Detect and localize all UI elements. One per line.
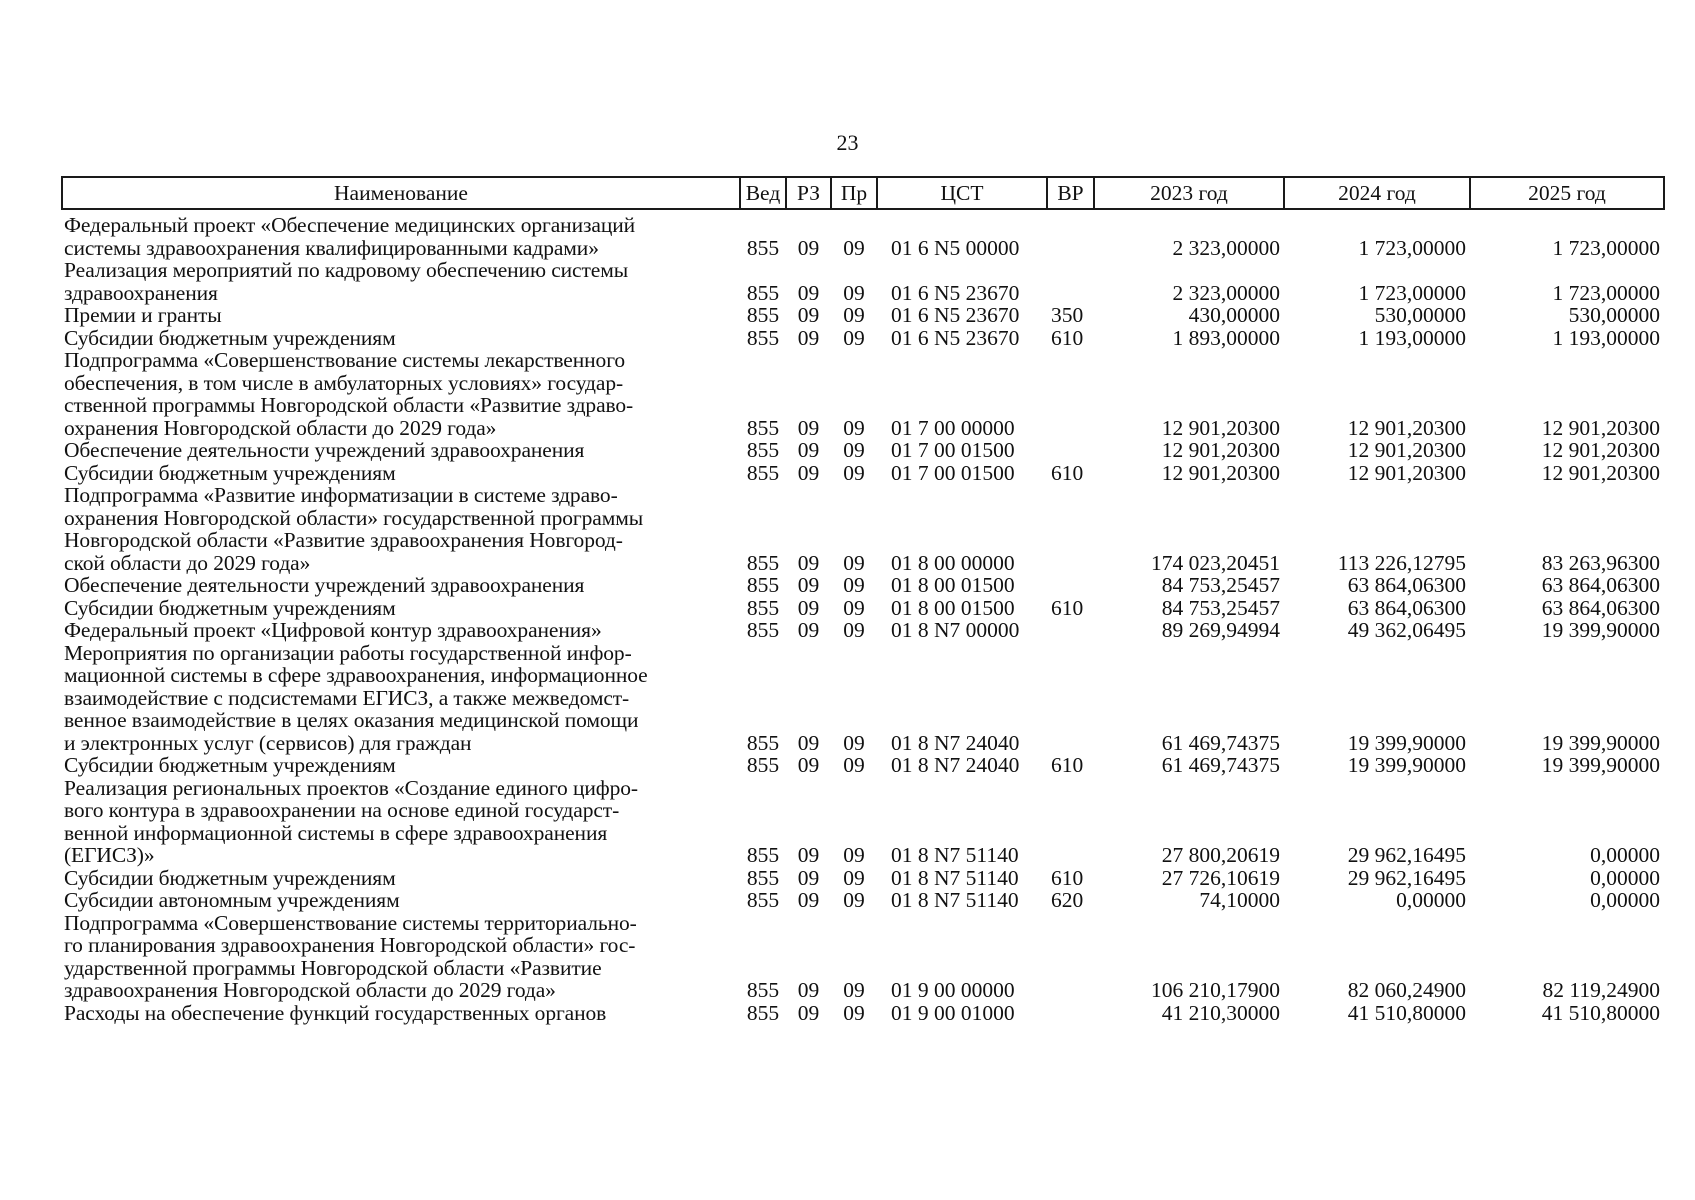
name-line: Реализация региональных проектов «Создание единого цифро-: [64, 775, 638, 800]
header-ved: Вед: [740, 177, 786, 209]
cell-pr: 09: [843, 303, 865, 327]
name-line: Субсидии автономным учреждениям: [64, 888, 400, 912]
cell-vr: [1047, 777, 1094, 867]
cell-cst: 01 8 N7 51140: [891, 865, 1019, 890]
cell-ved: 855: [746, 550, 780, 575]
name-line: ственной программы Новгородской области «Развитие здраво-: [64, 393, 634, 417]
cell-ved: 855: [746, 730, 780, 755]
cell-rz: 09: [797, 595, 820, 620]
cell-name: [62, 1002, 740, 1025]
cell-rz: 09: [797, 325, 820, 350]
name-line: мационной системы в сфере здравоохранения, информационное: [64, 663, 648, 687]
cell-rz: 09: [797, 888, 820, 912]
name-line: Субсидии бюджетным учреждениям: [64, 595, 396, 620]
cell-2024: 12 901,20300: [1347, 438, 1466, 462]
cell-2024: 82 060,24900: [1347, 978, 1466, 1002]
cell-2023: 61 469,74375: [1161, 753, 1280, 777]
cell-2025: 83 263,96300: [1541, 550, 1660, 575]
cell-name: [62, 259, 740, 304]
name-line: обеспечения, в том числе в амбулаторных условиях» государ-: [64, 370, 624, 395]
cell-2024: 113 226,12795: [1337, 550, 1466, 575]
name-line: Субсидии бюджетным учреждениям: [64, 865, 396, 890]
cell-rz: 09: [797, 618, 820, 642]
table-row: [62, 462, 1664, 485]
cell-pr: 09: [843, 235, 865, 260]
cell-pr: 09: [843, 460, 865, 485]
header-cst: ЦСТ: [877, 177, 1047, 209]
name-line: Мероприятия по организации работы государственной инфор-: [64, 640, 632, 665]
cell-2023: 12 901,20300: [1161, 460, 1280, 485]
name-line: Подпрограмма «Развитие информатизации в системе здраво-: [64, 483, 618, 507]
cell-pr: 09: [843, 550, 865, 575]
name-line: венное взаимодействие в целях оказания медицинской помощи: [64, 708, 639, 732]
cell-2025: 82 119,24900: [1542, 978, 1660, 1002]
cell-name: [62, 889, 740, 912]
cell-rz: 09: [797, 415, 820, 440]
name-line: Новгородской области «Развитие здравоохранения Новгород-: [64, 528, 623, 552]
cell-2023: 2 323,00000: [1172, 235, 1280, 260]
cell-vr: [1047, 1002, 1094, 1025]
cell-2025: 19 399,90000: [1541, 753, 1660, 777]
cell-ved: 855: [746, 1000, 780, 1025]
cell-2025: 41 510,80000: [1541, 1000, 1660, 1025]
table-row: [62, 259, 1664, 304]
cell-2023: 27 726,10619: [1161, 865, 1280, 890]
cell-vr: 610: [1051, 325, 1084, 350]
header-2025: 2025 год: [1470, 177, 1664, 209]
cell-pr: 09: [843, 595, 865, 620]
cell-name: [62, 597, 740, 620]
cell-name: [62, 209, 740, 259]
cell-cst: 01 6 N5 23670: [891, 325, 1020, 350]
cell-cst: 01 8 N7 51140: [891, 843, 1019, 867]
cell-cst: 01 8 N7 24040: [891, 753, 1020, 777]
name-line: ударственной программы Новгородской области «Развитие: [64, 955, 602, 980]
cell-vr: [1047, 259, 1094, 304]
name-line: Расходы на обеспечение функций государственных органов: [64, 1000, 607, 1025]
name-line: и электронных услуг (сервисов) для граждан: [64, 730, 472, 755]
cell-vr: [1047, 209, 1094, 259]
table-row: [62, 867, 1664, 890]
name-line: Обеспечение деятельности учреждений здравоохранения: [64, 573, 585, 597]
table-row: [62, 327, 1664, 350]
cell-2023: 84 753,25457: [1161, 573, 1280, 597]
cell-rz: 09: [797, 730, 820, 755]
cell-vr: [1047, 349, 1094, 439]
cell-pr: 09: [843, 865, 865, 890]
cell-pr: 09: [843, 730, 865, 755]
cell-ved: 855: [746, 573, 780, 597]
cell-ved: 855: [746, 888, 780, 912]
header-pr: Пр: [831, 177, 877, 209]
cell-vr: [1047, 912, 1094, 1002]
cell-rz: 09: [797, 573, 820, 597]
cell-vr: 610: [1051, 460, 1084, 485]
cell-2024: 41 510,80000: [1347, 1000, 1466, 1025]
cell-name: [62, 754, 740, 777]
header-name: Наименование: [62, 177, 740, 209]
header-rz: РЗ: [786, 177, 831, 209]
name-line: охранения Новгородской области до 2029 года»: [64, 415, 497, 440]
cell-rz: 09: [797, 438, 820, 462]
cell-cst: 01 6 N5 23670: [891, 303, 1020, 327]
cell-2023: 27 800,20619: [1161, 843, 1280, 867]
cell-2025: 19 399,90000: [1541, 618, 1660, 642]
cell-2023: 84 753,25457: [1161, 595, 1280, 620]
cell-2023: 12 901,20300: [1161, 415, 1280, 440]
cell-2024: 63 864,06300: [1347, 573, 1466, 597]
cell-2024: 63 864,06300: [1347, 595, 1466, 620]
cell-2024: 1 723,00000: [1358, 280, 1466, 305]
cell-2025: 1 723,00000: [1552, 235, 1660, 260]
table-row: [62, 484, 1664, 574]
cell-pr: 09: [843, 280, 865, 305]
cell-vr: [1047, 619, 1094, 642]
cell-pr: 09: [843, 325, 865, 350]
cell-2023: 89 269,94994: [1161, 618, 1280, 642]
cell-rz: 09: [797, 303, 820, 327]
page-number: 23: [836, 130, 859, 155]
name-line: го планирования здравоохранения Новгородской области» гос-: [64, 933, 636, 957]
cell-2023: 61 469,74375: [1161, 730, 1280, 755]
table-row: [62, 642, 1664, 755]
cell-2024: 12 901,20300: [1347, 415, 1466, 440]
cell-vr: [1047, 484, 1094, 574]
cell-vr: [1047, 574, 1094, 597]
cell-2025: 12 901,20300: [1541, 460, 1660, 485]
table-row: [62, 439, 1664, 462]
name-line: Подпрограмма «Совершенствование системы территориально-: [64, 910, 637, 935]
cell-rz: 09: [797, 280, 820, 305]
table-row: [62, 777, 1664, 867]
name-line: Субсидии бюджетным учреждениям: [64, 753, 396, 777]
cell-2025: 63 864,06300: [1541, 595, 1660, 620]
cell-rz: 09: [797, 235, 820, 260]
table-body: [62, 209, 1664, 1024]
cell-vr: 610: [1051, 595, 1084, 620]
cell-ved: 855: [746, 415, 780, 440]
cell-name: [62, 642, 740, 755]
cell-ved: 855: [746, 753, 780, 777]
name-line: венной информационной системы в сфере здравоохранения: [64, 820, 608, 845]
cell-2025: 0,00000: [1590, 888, 1660, 912]
header-2023: 2023 год: [1094, 177, 1284, 209]
cell-cst: 01 8 00 01500: [891, 573, 1015, 597]
cell-2025: 1 193,00000: [1552, 325, 1660, 350]
cell-2023: 74,10000: [1199, 888, 1280, 912]
name-line: охранения Новгородской области» государственной программы: [64, 505, 644, 530]
cell-pr: 09: [843, 618, 865, 642]
cell-rz: 09: [797, 550, 820, 575]
name-line: Премии и гранты: [64, 303, 222, 327]
table-row: [62, 209, 1664, 259]
header-2024: 2024 год: [1284, 177, 1470, 209]
cell-rz: 09: [797, 843, 820, 867]
cell-name: [62, 777, 740, 867]
cell-cst: 01 8 00 01500: [891, 595, 1015, 620]
name-line: ской области до 2029 года»: [64, 550, 311, 575]
cell-name: [62, 619, 740, 642]
cell-vr: 620: [1051, 888, 1084, 912]
cell-cst: 01 7 00 00000: [891, 415, 1015, 440]
cell-name: [62, 327, 740, 350]
cell-ved: 855: [746, 235, 780, 260]
name-line: Субсидии бюджетным учреждениям: [64, 460, 396, 485]
cell-vr: 610: [1051, 753, 1084, 777]
table-row: [62, 574, 1664, 597]
cell-name: [62, 484, 740, 574]
cell-2025: 1 723,00000: [1552, 280, 1660, 305]
table-row: [62, 304, 1664, 327]
cell-ved: 855: [746, 460, 780, 485]
cell-2025: 63 864,06300: [1541, 573, 1660, 597]
cell-rz: 09: [797, 753, 820, 777]
cell-pr: 09: [843, 753, 865, 777]
budget-table-container: [61, 176, 1663, 1024]
cell-name: [62, 349, 740, 439]
cell-pr: 09: [843, 415, 865, 440]
table-row: [62, 754, 1664, 777]
cell-pr: 09: [843, 573, 865, 597]
cell-cst: 01 9 00 00000: [891, 978, 1015, 1002]
cell-2024: 12 901,20300: [1347, 460, 1466, 485]
cell-vr: [1047, 642, 1094, 755]
cell-ved: 855: [746, 595, 780, 620]
cell-2023: 41 210,30000: [1161, 1000, 1280, 1025]
cell-2023: 430,00000: [1188, 303, 1280, 327]
cell-vr: 350: [1051, 303, 1084, 327]
cell-name: [62, 439, 740, 462]
table-row: [62, 1002, 1664, 1025]
name-line: Обеспечение деятельности учреждений здравоохранения: [64, 438, 585, 462]
cell-2023: 12 901,20300: [1161, 438, 1280, 462]
cell-name: [62, 304, 740, 327]
cell-2024: 1 723,00000: [1358, 235, 1466, 260]
cell-ved: 855: [746, 280, 780, 305]
cell-ved: 855: [746, 843, 780, 867]
cell-pr: 09: [843, 978, 865, 1002]
cell-2024: 0,00000: [1396, 888, 1466, 912]
cell-2024: 530,00000: [1374, 303, 1466, 327]
cell-2023: 2 323,00000: [1172, 280, 1280, 305]
name-line: Федеральный проект «Обеспечение медицинских организаций: [64, 213, 636, 237]
cell-cst: 01 8 N7 00000: [891, 618, 1020, 642]
cell-vr: [1047, 439, 1094, 462]
budget-table: [61, 176, 1665, 1024]
cell-cst: 01 8 N7 24040: [891, 730, 1020, 755]
name-line: Реализация мероприятий по кадровому обеспечению системы: [64, 258, 629, 282]
table-row: [62, 912, 1664, 1002]
header-row: [62, 177, 1664, 209]
name-line: вого контура в здравоохранении на основе единой государст-: [64, 798, 620, 822]
name-line: (ЕГИСЗ)»: [64, 843, 155, 867]
cell-cst: 01 8 00 00000: [891, 550, 1015, 575]
name-line: здравоохранения Новгородской области до 2029 года»: [64, 978, 556, 1002]
cell-2023: 106 210,17900: [1151, 978, 1280, 1002]
cell-pr: 09: [843, 843, 865, 867]
cell-2025: 0,00000: [1590, 865, 1660, 890]
cell-ved: 855: [746, 865, 780, 890]
cell-rz: 09: [797, 1000, 820, 1025]
table-row: [62, 619, 1664, 642]
cell-vr: 610: [1051, 865, 1084, 890]
cell-2024: 19 399,90000: [1347, 730, 1466, 755]
cell-name: [62, 462, 740, 485]
cell-2025: 12 901,20300: [1541, 438, 1660, 462]
cell-cst: 01 6 N5 23670: [891, 280, 1020, 305]
cell-pr: 09: [843, 438, 865, 462]
cell-ved: 855: [746, 325, 780, 350]
cell-cst: 01 7 00 01500: [891, 460, 1015, 485]
cell-2024: 49 362,06495: [1347, 618, 1466, 642]
name-line: здравоохранения: [64, 280, 218, 305]
name-line: взаимодействие с подсистемами ЕГИСЗ, а также межведомст-: [64, 685, 630, 710]
cell-2025: 19 399,90000: [1541, 730, 1660, 755]
name-line: системы здравоохранения квалифицированными кадрами»: [64, 235, 599, 260]
cell-ved: 855: [746, 303, 780, 327]
cell-2024: 29 962,16495: [1347, 865, 1466, 890]
name-line: Субсидии бюджетным учреждениям: [64, 325, 396, 350]
cell-2025: 0,00000: [1590, 843, 1660, 867]
cell-name: [62, 867, 740, 890]
cell-ved: 855: [746, 618, 780, 642]
table-row: [62, 889, 1664, 912]
cell-rz: 09: [797, 460, 820, 485]
table-row: [62, 349, 1664, 439]
cell-2025: 12 901,20300: [1541, 415, 1660, 440]
cell-cst: 01 7 00 01500: [891, 438, 1015, 462]
cell-2024: 1 193,00000: [1358, 325, 1466, 350]
cell-2025: 530,00000: [1568, 303, 1660, 327]
cell-2023: 1 893,00000: [1172, 325, 1280, 350]
name-line: Подпрограмма «Совершенствование системы лекарственного: [64, 348, 626, 372]
cell-name: [62, 912, 740, 1002]
table-row: [62, 597, 1664, 620]
cell-2024: 29 962,16495: [1347, 843, 1466, 867]
cell-pr: 09: [843, 1000, 865, 1025]
cell-cst: 01 6 N5 00000: [891, 235, 1020, 260]
cell-2023: 174 023,20451: [1151, 550, 1280, 575]
cell-2024: 19 399,90000: [1347, 753, 1466, 777]
header-vr: ВР: [1047, 177, 1094, 209]
cell-name: [62, 574, 740, 597]
cell-rz: 09: [797, 978, 820, 1002]
cell-pr: 09: [843, 888, 865, 912]
cell-ved: 855: [746, 438, 780, 462]
cell-cst: 01 9 00 01000: [891, 1000, 1015, 1025]
cell-rz: 09: [797, 865, 820, 890]
cell-cst: 01 8 N7 51140: [891, 888, 1019, 912]
table-header: [62, 177, 1664, 209]
cell-ved: 855: [746, 978, 780, 1002]
name-line: Федеральный проект «Цифровой контур здравоохранения»: [64, 618, 602, 642]
